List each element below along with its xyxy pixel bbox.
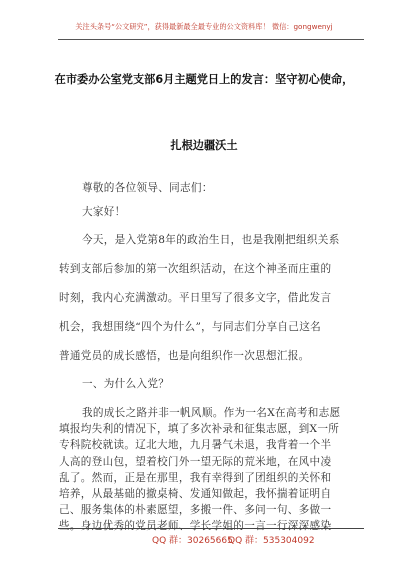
greeting: 大家好！ — [82, 206, 126, 218]
section-heading: 一、为什么入党？ — [82, 378, 170, 390]
header-note: 关注头条号“公文研究”，获得最新最全最专业的公文资料库！ 微信：gongwenyj — [75, 22, 333, 31]
document-title-line-1: 在市委办公室党支部6月主题党日上的发言：坚守初心使命， — [54, 73, 354, 86]
paragraph-line: 转到支部后参加的第一次组织活动，在这个神圣而庄重的 — [59, 263, 332, 275]
paragraph-line: 我的成长之路并非一帆风顺。作为一名X在高考和志愿 — [82, 407, 341, 419]
paragraph-line: 今天，是入党第8年的政治生日，也是我刚把组织关系 — [82, 234, 340, 246]
paragraph-line: 培养，从最基础的撤桌椅、发通知做起，我怀揣着证明自 — [59, 488, 332, 500]
document-title-line-2: 扎根边疆沃土 — [170, 139, 238, 152]
salutation: 尊敬的各位领导、同志们： — [82, 182, 213, 194]
paragraph-line: 人高的登山包，望着校门外一望无际的荒米地，在风中凌 — [59, 455, 332, 468]
footer-qq-group-1: QQ 群：30265665 — [152, 536, 233, 546]
paragraph-line: 填报均失利的情况下，填了多次补录和征集志愿，到X一所 — [59, 423, 340, 436]
paragraph-line: 机会，我想围绕“四个为什么”，与同志们分享自己这名 — [59, 321, 321, 333]
paragraph-line: 己、服务集体的朴素愿望，多搬一件、多问一句、多做一 — [59, 504, 332, 517]
header-divider — [58, 39, 364, 40]
footer-qq-group-2: QQ 群：535304092 — [228, 536, 315, 546]
paragraph-line: 乱了。然而，正是在那里，我有幸得到了团组织的关怀和 — [59, 471, 332, 484]
footer-divider — [58, 528, 364, 529]
paragraph-line: 些。身边优秀的党员老师、学长学姐的一言一行深深感染 — [59, 520, 332, 533]
paragraph-line: 普通党员的成长感悟，也是向组织作一次思想汇报。 — [59, 350, 310, 362]
paragraph-line: 时刻，我内心充满激动。平日里写了很多文字，借此发言 — [59, 292, 332, 304]
paragraph-line: 专科院校就读。辽北大地，九月暑气未退，我背着一个半 — [59, 439, 332, 452]
